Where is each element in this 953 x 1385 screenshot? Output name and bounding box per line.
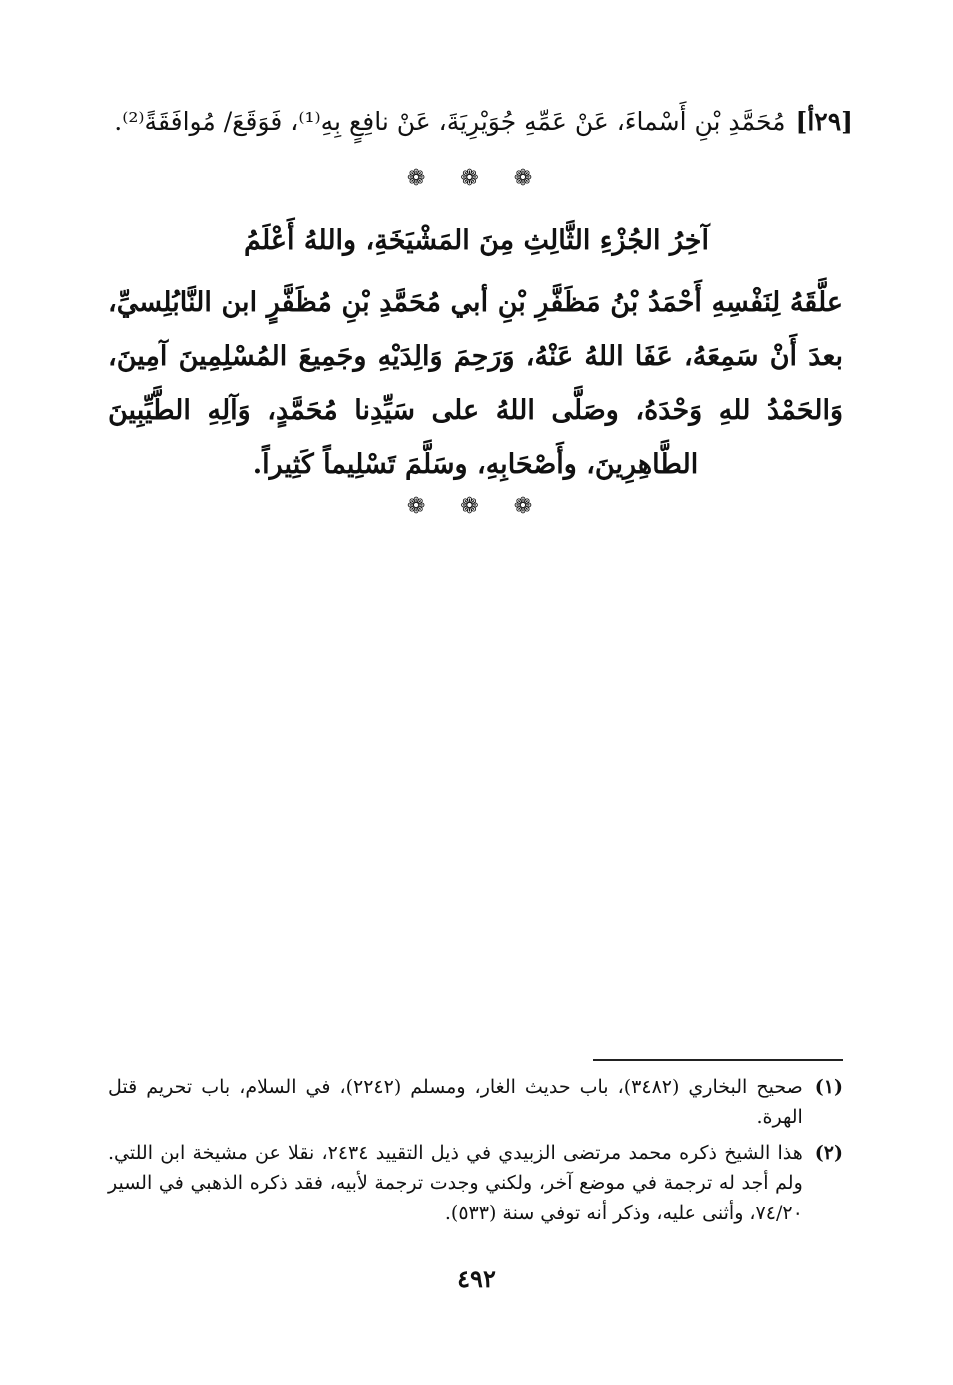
colophon-paragraph: علَّقَهُ لِنَفْسِهِ أَحْمَدُ بْنُ مَظَفَّرِ بْنِ أبي مُحَمَّدِ بْنِ مُظَفَّرٍ ابن النَّابُلِسيِّ، بعدَ أَنْ سَمِعَهُ، عَفَا اللهُ عَنْهُ، وَرَحِمَ وَالِدَيْهِ وجَمِيعَ المُسْلِمِينَ آمِينَ، وَالحَمْدُ للهِ وَحْدَهُ، وصَلَّى اللهُ على سَيِّدِنا مُحَمَّدٍ، وَآلِهِ الطَّيِّبِينَ الطَّاهِرِينَ، وأَصْحَابِهِ، وسَلَّمَ تَسْلِيماً كَثِيراً. bbox=[108, 287, 843, 480]
ornament-divider-bottom: ❁ ❁ ❁ bbox=[406, 494, 547, 519]
footnote-1 bbox=[108, 1072, 843, 1132]
footnote-number: (١) bbox=[814, 1076, 843, 1098]
page-number: ٤٩٢ bbox=[457, 1264, 496, 1293]
entry-text: مُحَمَّدِ بْنِ أَسْماءَ، عَنْ عَمِّهِ جُوَيْرِيَةَ، عَنْ نافِعٍ بِهِ⁽¹⁾، فَوَقَعَ/ مُوافَقَةً⁽²⁾. bbox=[114, 107, 786, 136]
hadith-entry-line bbox=[93, 100, 853, 144]
footnote-text: صحيح البخاري (٣٤٨٢)، باب حديث الغار، ومسلم (٢٢٤٢)، في السلام، باب تحريم قتل الهرة. bbox=[108, 1076, 803, 1128]
section-closing-title: آخِرُ الجُزْءِ الثَّالِثِ مِنَ المَشْيَخَةِ، واللهُ أَعْلَمُ bbox=[244, 225, 709, 256]
footnote-text: هذا الشيخ ذكره محمد مرتضى الزبيدي في ذيل التقييد ٢٤٣٤، نقلا عن مشيخة ابن اللتي. ولم أجد له ترجمة في موضع آخر، ولكني وجدت ترجمة لأبيه، فقد ذكره الذهبي في السير ٧٤/٢٠، وأثنى عليه، وذكر أنه توفي سنة (٥٣٣). bbox=[108, 1142, 803, 1224]
entry-number: [٢٩أ] bbox=[795, 107, 853, 136]
footnote-2 bbox=[108, 1138, 843, 1228]
footnote-number: (٢) bbox=[814, 1142, 843, 1164]
footnotes-section bbox=[108, 1072, 843, 1234]
footnote-separator bbox=[593, 1059, 843, 1061]
ornament-divider-top: ❁ ❁ ❁ bbox=[406, 166, 547, 191]
